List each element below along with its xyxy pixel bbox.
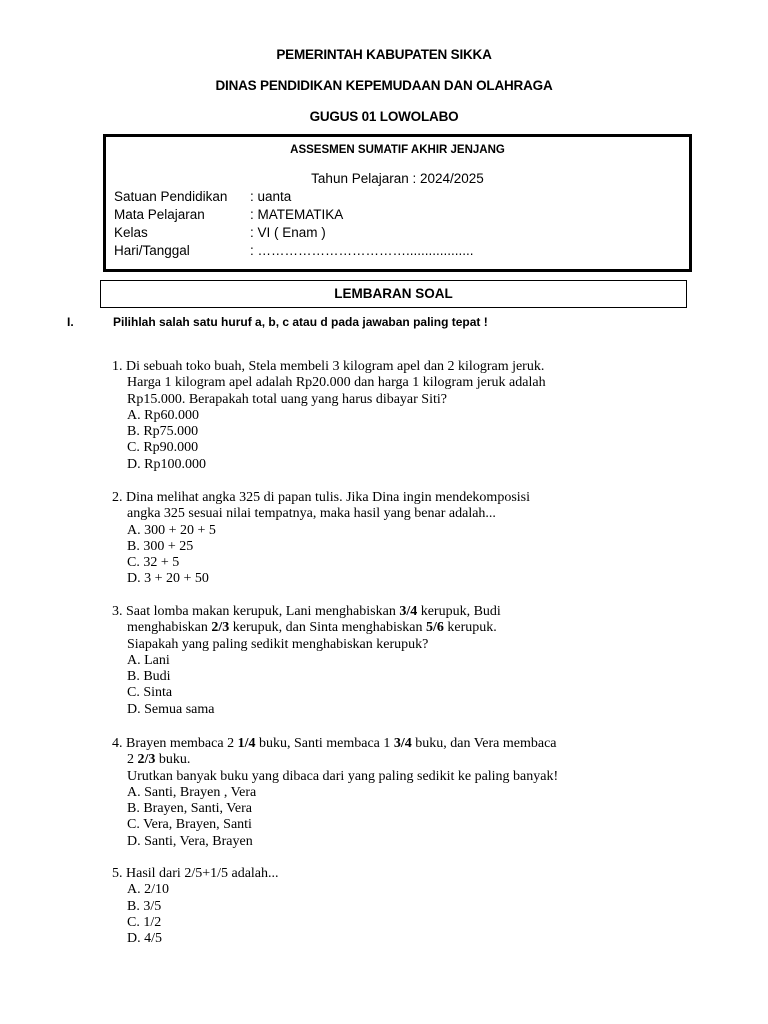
answer-option: A. Lani <box>127 652 170 668</box>
exam-title: ASSESMEN SUMATIF AKHIR JENJANG <box>290 144 505 156</box>
exam-info-box <box>103 134 692 272</box>
answer-option: C. 1/2 <box>127 914 162 930</box>
answer-option: B. Brayen, Santi, Vera <box>127 801 252 817</box>
instruction-text: Pilihlah salah satu huruf a, b, c atau d pada jawaban paling tepat ! <box>113 315 488 329</box>
answer-option: C. Vera, Brayen, Santi <box>127 817 252 833</box>
answer-option: D. Santi, Vera, Brayen <box>127 833 253 849</box>
question-text: 3. Saat lomba makan kerupuk, Lani menghabiskan 3/4 kerupuk, Budi <box>112 604 501 619</box>
academic-year: Tahun Pelajaran : 2024/2025 <box>311 171 484 186</box>
info-label: Satuan Pendidikan <box>114 189 228 204</box>
answer-option: B. Budi <box>127 669 171 685</box>
answer-option: D. 3 + 20 + 50 <box>127 571 209 587</box>
answer-option: A. 300 + 20 + 5 <box>127 522 216 538</box>
info-value: : uanta <box>250 189 292 204</box>
answer-option: D. Semua sama <box>127 701 215 717</box>
question-3 <box>112 604 712 718</box>
question-text: Urutkan banyak buku yang dibaca dari yang paling sedikit ke paling banyak! <box>127 768 559 784</box>
header-cluster: GUGUS 01 LOWOLABO <box>309 109 459 124</box>
answer-option: B. Rp75.000 <box>127 424 199 440</box>
answer-option: D. Rp100.000 <box>127 456 206 472</box>
header-department: DINAS PENDIDIKAN KEPEMUDAAN DAN OLAHRAGA <box>215 78 553 93</box>
info-label: Hari/Tanggal <box>114 243 190 258</box>
answer-option: C. Sinta <box>127 685 173 701</box>
info-value: : …………………………….................. <box>250 243 474 258</box>
question-text: Rp15.000. Berapakah total uang yang harus dibayar Siti? <box>127 391 447 407</box>
question-text: 1. Di sebuah toko buah, Stela membeli 3 kilogram apel dan 2 kilogram jeruk. <box>112 359 545 374</box>
header-government: PEMERINTAH KABUPATEN SIKKA <box>276 47 492 62</box>
sheet-title: LEMBARAN SOAL <box>100 280 687 308</box>
info-value: : VI ( Enam ) <box>250 225 326 240</box>
question-text: menghabiskan 2/3 kerupuk, dan Sinta menghabiskan 5/6 kerupuk. <box>127 620 497 636</box>
info-value: : MATEMATIKA <box>250 207 344 222</box>
info-label: Kelas <box>114 225 148 240</box>
answer-option: C. Rp90.000 <box>127 440 199 456</box>
question-text: 5. Hasil dari 2/5+1/5 adalah... <box>112 866 279 881</box>
answer-option: B. 3/5 <box>127 898 162 914</box>
info-label: Mata Pelajaran <box>114 207 205 222</box>
answer-option: A. Rp60.000 <box>127 407 199 423</box>
question-text: 2 2/3 buku. <box>127 752 191 768</box>
answer-option: D. 4/5 <box>127 931 162 947</box>
question-5 <box>112 866 712 947</box>
question-text: 2. Dina melihat angka 325 di papan tulis. Jika Dina ingin mendekomposisi <box>112 490 530 505</box>
question-text: angka 325 sesuai nilai tempatnya, maka hasil yang benar adalah... <box>127 506 496 522</box>
question-1 <box>112 359 712 473</box>
question-4 <box>112 736 712 850</box>
answer-option: C. 32 + 5 <box>127 555 180 571</box>
question-text: Siapakah yang paling sedikit menghabiskan kerupuk? <box>127 636 429 652</box>
question-text: Harga 1 kilogram apel adalah Rp20.000 dan harga 1 kilogram jeruk adalah <box>127 375 546 391</box>
answer-option: A. 2/10 <box>127 882 169 898</box>
answer-option: A. Santi, Brayen , Vera <box>127 784 257 800</box>
section-number: I. <box>67 315 74 329</box>
question-text: 4. Brayen membaca 2 1/4 buku, Santi membaca 1 3/4 buku, dan Vera membaca <box>112 736 557 751</box>
question-2 <box>112 490 712 588</box>
answer-option: B. 300 + 25 <box>127 538 194 554</box>
